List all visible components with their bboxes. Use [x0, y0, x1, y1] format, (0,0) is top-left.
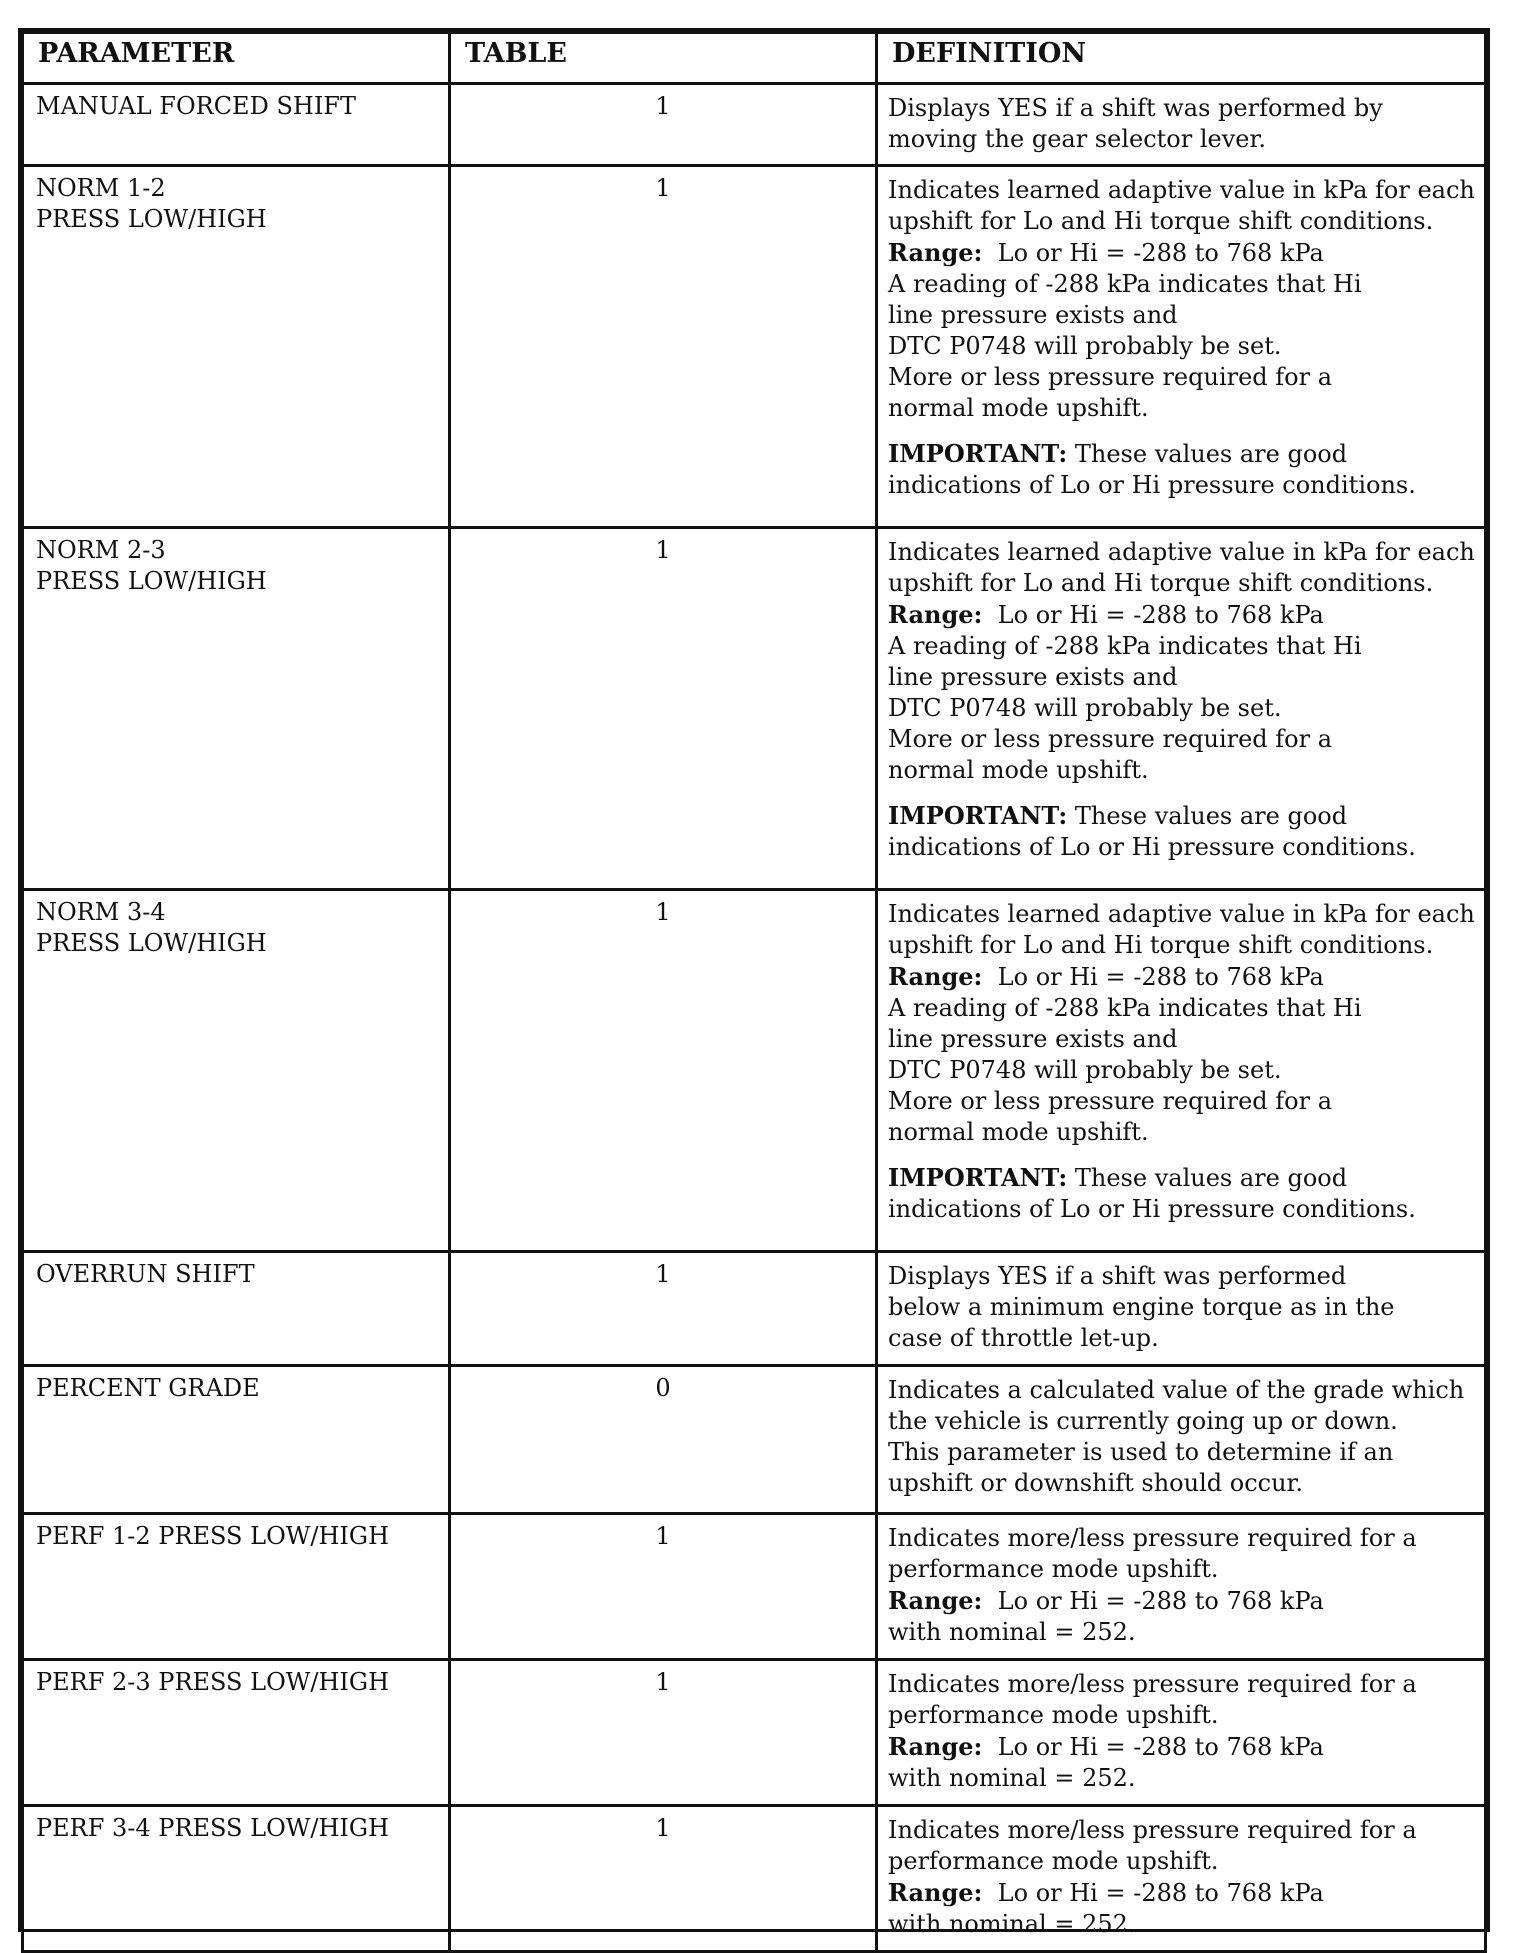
- definition-line: More or less pressure required for a: [888, 363, 1333, 391]
- definition-cell: [877, 1660, 1486, 1806]
- range-label: Range:: [888, 1878, 983, 1907]
- range-value: Lo or Hi = -288 to 768 kPa: [997, 601, 1324, 629]
- definition-line: with nominal = 252.: [888, 1764, 1136, 1792]
- spacer: [888, 786, 1474, 800]
- table-cell: 1: [450, 1806, 877, 1952]
- definition-line: Indicates more/less pressure required for a: [888, 1670, 1417, 1698]
- definition-line: normal mode upshift.: [888, 394, 1149, 422]
- definition-cell: [877, 1806, 1486, 1952]
- range-label: Range:: [888, 600, 983, 629]
- important-text: These values are good: [1074, 1164, 1348, 1192]
- definition-line: DTC P0748 will probably be set.: [888, 1056, 1282, 1084]
- range-value: Lo or Hi = -288 to 768 kPa: [997, 963, 1324, 991]
- definition-cell: [877, 1366, 1486, 1514]
- header-parameter: PARAMETER: [23, 33, 450, 84]
- parameter-line: PERF 2-3 PRESS LOW/HIGH: [36, 1668, 390, 1696]
- definition-line: line pressure exists and: [888, 1025, 1178, 1053]
- range-line: [888, 1877, 1474, 1909]
- table-cell: 1: [450, 890, 877, 1252]
- important-text: These values are good: [1074, 440, 1348, 468]
- range-line: [888, 237, 1474, 269]
- header-definition: DEFINITION: [877, 33, 1486, 84]
- parameter-cell: [23, 166, 450, 528]
- header-table: TABLE: [450, 33, 877, 84]
- table-row: [23, 166, 1486, 528]
- table-row: [23, 84, 1486, 166]
- range-value: Lo or Hi = -288 to 768 kPa: [997, 1587, 1324, 1615]
- definition-line: A reading of -288 kPa indicates that Hi: [888, 632, 1362, 660]
- definition-line: below a minimum engine torque as in the: [888, 1293, 1395, 1321]
- range-line: [888, 1731, 1474, 1763]
- parameter-cell: [23, 1514, 450, 1660]
- definition-line: More or less pressure required for a: [888, 725, 1333, 753]
- range-label: Range:: [888, 1586, 983, 1615]
- important-line: indications of Lo or Hi pressure conditions.: [888, 833, 1416, 861]
- range-label: Range:: [888, 238, 983, 267]
- parameter-cell: [23, 528, 450, 890]
- range-line: [888, 1585, 1474, 1617]
- parameter-cell: [23, 890, 450, 1252]
- parameter-line: PRESS LOW/HIGH: [36, 205, 267, 233]
- definition-line: the vehicle is currently going up or down.: [888, 1407, 1398, 1435]
- spacer: [888, 1148, 1474, 1162]
- table-row: [23, 1366, 1486, 1514]
- definition-line: upshift or downshift should occur.: [888, 1469, 1303, 1497]
- parameter-line: OVERRUN SHIFT: [36, 1260, 255, 1288]
- definition-cell: [877, 890, 1486, 1252]
- definition-cell: [877, 166, 1486, 528]
- definition-line: A reading of -288 kPa indicates that Hi: [888, 270, 1362, 298]
- spacer: [888, 424, 1474, 438]
- range-value: Lo or Hi = -288 to 768 kPa: [997, 239, 1324, 267]
- table-cell: 1: [450, 166, 877, 528]
- definition-line: performance mode upshift.: [888, 1701, 1219, 1729]
- definition-line: normal mode upshift.: [888, 756, 1149, 784]
- range-label: Range:: [888, 962, 983, 991]
- definition-line: Displays YES if a shift was performed: [888, 1262, 1347, 1290]
- parameter-line: PERF 1-2 PRESS LOW/HIGH: [36, 1522, 390, 1550]
- important-line: [888, 1162, 1474, 1194]
- important-text: These values are good: [1074, 802, 1348, 830]
- definition-line: DTC P0748 will probably be set.: [888, 332, 1282, 360]
- definition-line: Indicates more/less pressure required for a: [888, 1816, 1417, 1844]
- range-line: [888, 961, 1474, 993]
- definition-line: Indicates more/less pressure required for a: [888, 1524, 1417, 1552]
- table-row: [23, 1806, 1486, 1952]
- definition-line: A reading of -288 kPa indicates that Hi: [888, 994, 1362, 1022]
- definition-line: Indicates learned adaptive value in kPa for each: [888, 900, 1475, 928]
- definition-cell: [877, 1252, 1486, 1366]
- definition-line: upshift for Lo and Hi torque shift conditions.: [888, 569, 1434, 597]
- table-cell: 1: [450, 1252, 877, 1366]
- parameter-line: MANUAL FORCED SHIFT: [36, 92, 356, 120]
- definition-line: Indicates learned adaptive value in kPa for each: [888, 538, 1475, 566]
- parameter-table: [21, 31, 1487, 1953]
- parameter-cell: [23, 1660, 450, 1806]
- important-label: IMPORTANT:: [888, 801, 1068, 830]
- table-cell: 1: [450, 1514, 877, 1660]
- important-line: [888, 800, 1474, 832]
- definition-line: performance mode upshift.: [888, 1555, 1219, 1583]
- definition-line: normal mode upshift.: [888, 1118, 1149, 1146]
- table-row: [23, 890, 1486, 1252]
- definition-line: upshift for Lo and Hi torque shift conditions.: [888, 207, 1434, 235]
- definition-line: case of throttle let-up.: [888, 1324, 1159, 1352]
- definition-cell: [877, 84, 1486, 166]
- definition-line: moving the gear selector lever.: [888, 125, 1266, 153]
- range-line: [888, 599, 1474, 631]
- table-row: [23, 528, 1486, 890]
- parameter-cell: [23, 1806, 450, 1952]
- definition-line: Displays YES if a shift was performed by: [888, 94, 1383, 122]
- definition-line: line pressure exists and: [888, 663, 1178, 691]
- definition-cell: [877, 1514, 1486, 1660]
- table-body: [23, 84, 1486, 1952]
- definition-line: with nominal = 252.: [888, 1618, 1136, 1646]
- definition-line: performance mode upshift.: [888, 1847, 1219, 1875]
- range-label: Range:: [888, 1732, 983, 1761]
- definition-line: Indicates a calculated value of the grade which: [888, 1376, 1465, 1404]
- important-line: indications of Lo or Hi pressure conditions.: [888, 1195, 1416, 1223]
- definition-line: More or less pressure required for a: [888, 1087, 1333, 1115]
- definition-cell: [877, 528, 1486, 890]
- range-value: Lo or Hi = -288 to 768 kPa: [997, 1733, 1324, 1761]
- parameter-line: PERCENT GRADE: [36, 1374, 260, 1402]
- definition-line: DTC P0748 will probably be set.: [888, 694, 1282, 722]
- important-line: [888, 438, 1474, 470]
- definition-line: line pressure exists and: [888, 301, 1178, 329]
- parameter-cell: [23, 84, 450, 166]
- definition-line: upshift for Lo and Hi torque shift conditions.: [888, 931, 1434, 959]
- table-cell: 1: [450, 1660, 877, 1806]
- parameter-line: PRESS LOW/HIGH: [36, 567, 267, 595]
- parameter-table-sheet: [18, 28, 1490, 1938]
- parameter-line: NORM 3-4: [36, 898, 166, 926]
- important-label: IMPORTANT:: [888, 1163, 1068, 1192]
- definition-line: Indicates learned adaptive value in kPa for each: [888, 176, 1475, 204]
- table-row: [23, 1660, 1486, 1806]
- definition-line: This parameter is used to determine if an: [888, 1438, 1394, 1466]
- parameter-cell: [23, 1366, 450, 1514]
- parameter-line: PRESS LOW/HIGH: [36, 929, 267, 957]
- table-row: [23, 1252, 1486, 1366]
- definition-line: with nominal = 252.: [888, 1910, 1136, 1938]
- table-cell: 1: [450, 84, 877, 166]
- range-value: Lo or Hi = -288 to 768 kPa: [997, 1879, 1324, 1907]
- table-cell: 1: [450, 528, 877, 890]
- important-label: IMPORTANT:: [888, 439, 1068, 468]
- table-row: [23, 1514, 1486, 1660]
- table-cell: 0: [450, 1366, 877, 1514]
- parameter-line: NORM 1-2: [36, 174, 166, 202]
- important-line: indications of Lo or Hi pressure conditions.: [888, 471, 1416, 499]
- header-row: [23, 33, 1486, 84]
- parameter-cell: [23, 1252, 450, 1366]
- parameter-line: PERF 3-4 PRESS LOW/HIGH: [36, 1814, 390, 1842]
- parameter-line: NORM 2-3: [36, 536, 166, 564]
